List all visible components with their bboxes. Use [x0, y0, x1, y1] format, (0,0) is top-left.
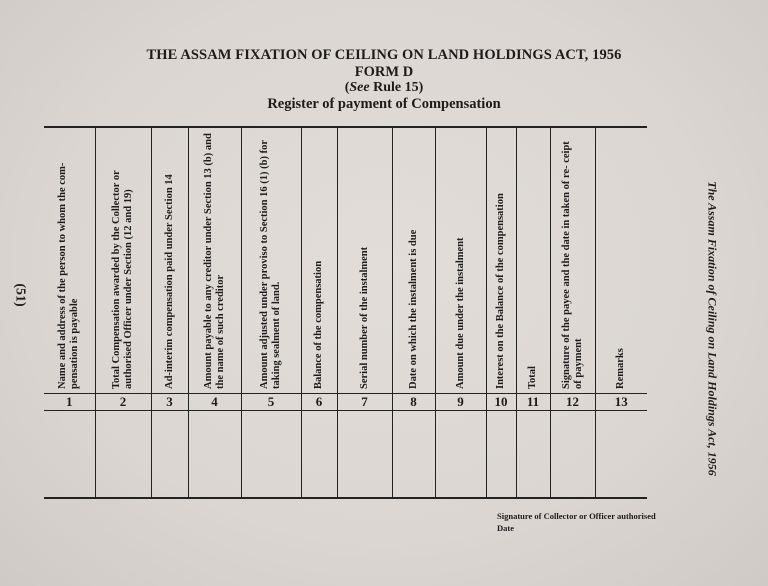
column-heading [337, 127, 392, 394]
column-heading [95, 127, 151, 394]
column-number: 1 [44, 394, 95, 411]
column-number: 12 [550, 394, 595, 411]
column-heading [241, 127, 301, 394]
signature-note [497, 510, 717, 534]
see-word: See [349, 80, 370, 95]
column-heading [188, 127, 241, 394]
column-heading-text: Amount due under the instalment [454, 237, 466, 389]
blank-cell [435, 411, 486, 499]
blank-cell [595, 411, 647, 499]
blank-cell [95, 411, 151, 499]
column-heading [486, 127, 516, 394]
register-title: Register of payment of Compensation [267, 96, 501, 112]
column-number: 3 [151, 394, 188, 411]
date-line: Date [497, 523, 514, 533]
column-heading-text: Date on which the instalment is due [407, 229, 419, 389]
blank-cell [392, 411, 435, 499]
blank-cell [516, 411, 550, 499]
column-heading [392, 127, 435, 394]
column-heading-text: Amount adjusted under proviso to Section 16 (1) (b) for taking sealment of land. [259, 139, 282, 389]
column-heading-text: Interest on the Balance of the compensation [495, 192, 506, 389]
column-number: 4 [188, 394, 241, 411]
column-number: 7 [337, 394, 392, 411]
column-heading-text: Total [527, 365, 538, 389]
column-heading [550, 127, 595, 394]
column-numbers-row [44, 394, 647, 411]
column-heading [595, 127, 647, 394]
column-number: 8 [392, 394, 435, 411]
blank-cell [301, 411, 337, 499]
column-heading [516, 127, 550, 394]
rule-text: Rule 15) [373, 80, 424, 95]
blank-entry-row [44, 411, 647, 499]
column-number: 13 [595, 394, 647, 411]
column-heading [44, 127, 95, 394]
column-number: 11 [516, 394, 550, 411]
column-heading-text: Remarks [615, 347, 627, 389]
blank-cell [337, 411, 392, 499]
blank-cell [188, 411, 241, 499]
blank-cell [486, 411, 516, 499]
column-heading [301, 127, 337, 394]
page-number: (51) [12, 283, 28, 307]
column-heading-text: Name and address of the person to whom the com- pensation is payable [57, 162, 81, 389]
column-headings-row [44, 127, 647, 394]
act-title: THE ASSAM FIXATION OF CEILING ON LAND HOLDINGS ACT, 1956 [146, 47, 622, 63]
column-heading-text: Balance of the compensation [313, 260, 324, 389]
form-label: FORM D [354, 64, 414, 80]
blank-cell [151, 411, 188, 499]
column-number: 6 [301, 394, 337, 411]
column-heading-text: Total Compensation awarded by the Collector or authorised Officer under Section (12 and 19) [111, 169, 134, 389]
column-heading-text: Signature of the payee and the date in taken of re- ceipt of payment [560, 140, 584, 389]
side-caption: The Assam Fixation of Ceiling on Land Holdings Act, 1956 [705, 181, 720, 476]
blank-cell [241, 411, 301, 499]
compensation-register-table [44, 126, 647, 499]
column-heading-text: Serial number of the instalment [358, 246, 370, 389]
column-heading-text: Ad-interim compensation paid under Section 14 [163, 173, 175, 389]
column-number: 10 [486, 394, 516, 411]
column-number: 2 [95, 394, 151, 411]
column-number: 9 [435, 394, 486, 411]
blank-cell [550, 411, 595, 499]
column-number: 5 [241, 394, 301, 411]
column-heading [151, 127, 188, 394]
rule-reference: (See Rule 15) [344, 80, 424, 95]
column-heading [435, 127, 486, 394]
signature-line: Signature of Collector or Officer authorised [497, 511, 656, 521]
blank-cell [44, 411, 95, 499]
column-heading-text: Amount payable to any creditor under Section 13 (b) and the name of such creditor [202, 132, 226, 389]
